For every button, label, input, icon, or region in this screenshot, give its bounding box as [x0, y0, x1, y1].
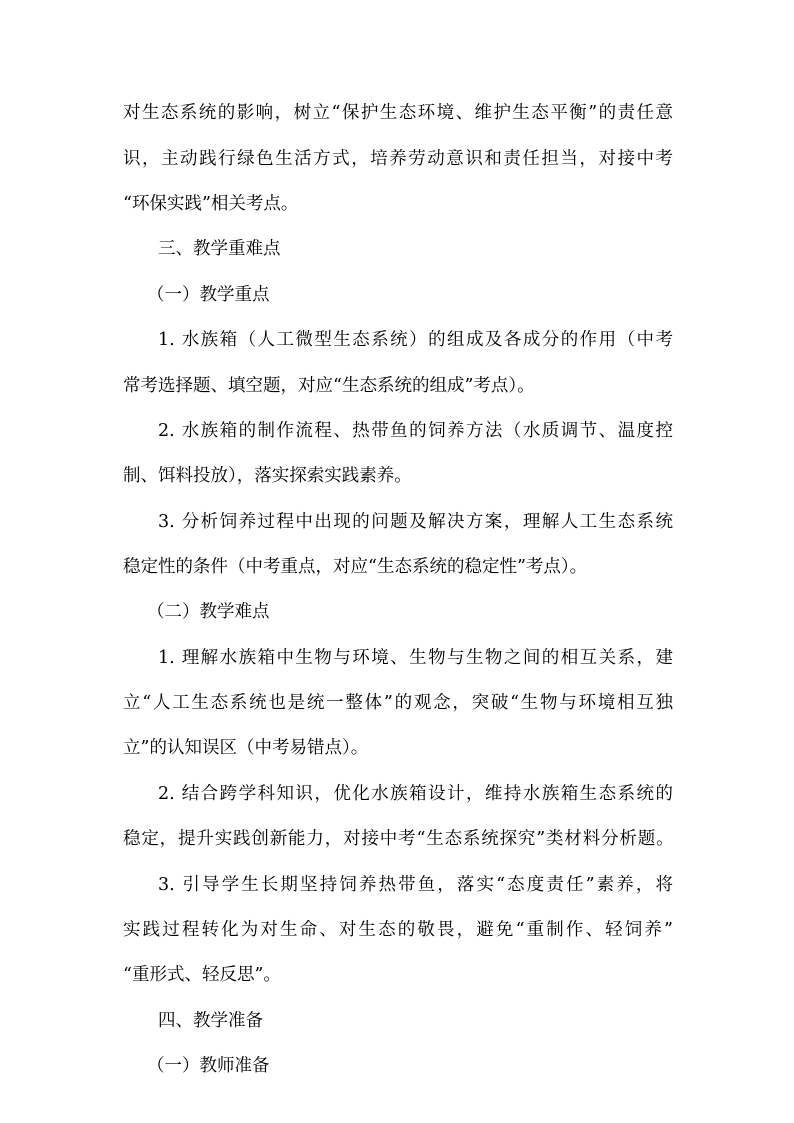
- difficulty-1-line-1: 1. 理解水族箱中生物与环境、生物与生物之间的相互关系，建: [158, 648, 673, 668]
- section-heading-3: 三、教学重难点: [158, 239, 281, 259]
- key-point-1-line-2: 常考选择题、填空题，对应“生态系统的组成”考点）。: [123, 376, 535, 396]
- key-point-3-line-2: 稳定性的条件（中考重点，对应“生态系统的稳定性”考点）。: [123, 557, 588, 577]
- difficulty-3-line-3: “重形式、轻反思”。: [123, 965, 281, 985]
- text-line-3: “环保实践”相关考点。: [123, 194, 299, 214]
- difficulty-1-line-3: 立”的认知误区（中考易错点）。: [123, 738, 369, 758]
- key-point-1-line-1: 1. 水族箱（人工微型生态系统）的组成及各成分的作用（中考: [158, 330, 673, 350]
- difficulty-3-line-2: 实践过程转化为对生命、对生态的敬畏，避免“重制作、轻饲养”: [123, 920, 673, 940]
- key-point-3-line-1: 3. 分析饲养过程中出现的问题及解决方案，理解人工生态系统: [158, 512, 673, 532]
- difficulty-1-line-2: 立“人工生态系统也是统一整体”的观念，突破“生物与环境相互独: [123, 693, 673, 713]
- text-line-2: 识，主动践行绿色生活方式，培养劳动意识和责任担当，对接中考: [123, 149, 673, 169]
- subsection-heading-teacher-prep: （一）教师准备: [147, 1056, 270, 1076]
- text-line-1: 对生态系统的影响，树立“保护生态环境、维护生态平衡”的责任意: [123, 103, 673, 123]
- section-heading-4: 四、教学准备: [158, 1011, 263, 1031]
- difficulty-3-line-1: 3. 引导学生长期坚持饲养热带鱼，落实“态度责任”素养，将: [158, 875, 673, 895]
- difficulty-2-line-2: 稳定，提升实践创新能力，对接中考“生态系统探究”类材料分析题。: [123, 829, 673, 849]
- key-point-2-line-2: 制、饵料投放），落实探索实践素养。: [123, 466, 412, 486]
- difficulty-2-line-1: 2. 结合跨学科知识，优化水族箱设计，维持水族箱生态系统的: [158, 784, 673, 804]
- subsection-heading-key-points: （一）教学重点: [147, 285, 270, 305]
- subsection-heading-difficulties: （二）教学难点: [147, 602, 270, 622]
- key-point-2-line-1: 2. 水族箱的制作流程、热带鱼的饲养方法（水质调节、温度控: [158, 421, 673, 441]
